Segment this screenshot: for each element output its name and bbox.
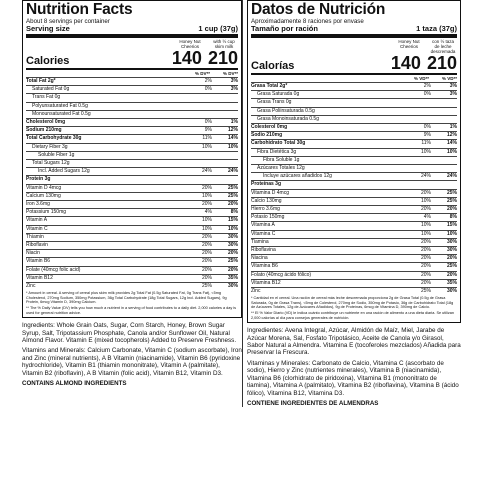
nutrient-name: Sodium 210mg bbox=[26, 127, 62, 134]
nutrient-dv-cereal bbox=[407, 99, 431, 106]
nutrition-panel-spanish bbox=[242, 0, 461, 407]
nutrient-dv-cereal: 0% bbox=[423, 124, 431, 131]
nutrient-name: Protein 3g bbox=[26, 176, 51, 183]
nutrient-name: Calcium 130mg bbox=[26, 192, 61, 199]
nutrient-name: Grasa Trans 0g bbox=[257, 99, 292, 106]
nutrient-dv-with-milk: 14% bbox=[446, 140, 457, 147]
nutrition-facts-box bbox=[247, 0, 461, 323]
allergen-statement: CONTIENE INGREDIENTES DE ALMENDRAS bbox=[247, 399, 379, 407]
nutrient-row bbox=[26, 282, 238, 290]
nutrient-dv-with-milk: 25% bbox=[227, 192, 238, 199]
nutrient-dv-with-milk bbox=[431, 99, 457, 106]
nutrient-dv-cereal: 20% bbox=[201, 184, 212, 191]
nutrient-name: Azúcares Totales 12g bbox=[257, 165, 305, 172]
nutrient-row bbox=[251, 156, 457, 164]
ingredients-section bbox=[247, 327, 461, 407]
nutrient-name: Sodio 210mg bbox=[251, 132, 283, 139]
nutrient-dv-cereal: 20% bbox=[201, 242, 212, 249]
nutrient-row bbox=[251, 287, 457, 295]
nutrient-dv-cereal: 10% bbox=[420, 222, 431, 229]
nutrient-dv-with-milk: 14% bbox=[227, 135, 238, 142]
nutrient-dv-with-milk bbox=[212, 152, 238, 159]
nutrient-dv-with-milk: 12% bbox=[446, 132, 457, 139]
nutrient-name: Niacina bbox=[251, 255, 268, 262]
nutrient-dv-cereal: 9% bbox=[423, 132, 431, 139]
panel-title: Nutrition Facts bbox=[26, 1, 133, 18]
nutrient-name: Calcio 130mg bbox=[251, 197, 282, 204]
nutrient-row bbox=[26, 167, 238, 175]
nutrient-name: Folato (40mcg ácido fólico) bbox=[251, 271, 312, 278]
nutrient-dv-with-milk: 10% bbox=[227, 225, 238, 232]
nutrient-dv-cereal: 25% bbox=[420, 288, 431, 295]
nutrient-dv-cereal: 20% bbox=[420, 238, 431, 245]
footnote: ** The % Daily Value (DV) tells you how much a nutrient in a serving of food contributes to a daily diet. 2,000 calories a day is used for general nutrition advice. bbox=[26, 306, 237, 315]
nutrient-name: Total Carbohydrate 30g bbox=[26, 135, 82, 142]
calories-row: Calorías 140 210 bbox=[251, 53, 457, 73]
vitamins-text: Vitamins and Minerals: Calcium Carbonate, Vitamin C (sodium ascorbate), Iron and Zinc (mineral nutrients), A B Vitamin (niacinamide), Vitamin B6 (pyridoxine hydrochloride), Vitamin B1 (thiamin mononitrate), Vitamin A (palmitate), Vitamin B2 (riboflavin), A B Vitamin (folic acid), Vitamin B12, Vitamin D3. bbox=[22, 347, 242, 377]
nutrient-row bbox=[26, 151, 238, 159]
daily-value-header: % DV** % DV** bbox=[194, 71, 238, 76]
nutrient-name: Grasa Poliinsaturada 0.5g bbox=[257, 107, 315, 114]
nutrient-dv-with-milk: 12% bbox=[227, 127, 238, 134]
nutrient-dv-cereal bbox=[188, 152, 212, 159]
nutrient-name: Vitamin B12 bbox=[26, 274, 53, 281]
nutrient-dv-cereal: 20% bbox=[420, 263, 431, 270]
daily-value-header: % VD** % VD** bbox=[413, 76, 457, 81]
nutrient-row bbox=[26, 225, 238, 233]
nutrient-row bbox=[251, 197, 457, 205]
nutrient-row bbox=[26, 134, 238, 142]
nutrient-dv-with-milk: 24% bbox=[227, 168, 238, 175]
nutrient-dv-with-milk: 8% bbox=[230, 209, 238, 216]
nutrient-dv-cereal: 24% bbox=[201, 168, 212, 175]
nutrient-row bbox=[251, 90, 457, 98]
calories-row: Calories 140 210 bbox=[26, 48, 238, 68]
nutrient-row bbox=[251, 82, 457, 90]
servings-per-container: About 8 servings per container bbox=[26, 18, 110, 25]
footnote: * Cantidad en el cereal. Una ración de cereal más leche descremada proporciona 2g de Grasa Total (0.5g de Grasa Saturada, 0g de Grasa Trans), <5mg de Colesterol, 270mg de Sodio, 350mg de Potasio, 36g de Carbohidrato Total (18g de Azúcares Totales, 12g de Azúcares Añadidos), 9g de Proteínas, 6mcg de Vitamina D, 390mg de Calcio. bbox=[251, 296, 454, 310]
nutrient-row bbox=[251, 148, 457, 156]
nutrient-dv-with-milk: 35% bbox=[446, 279, 457, 286]
serving-size: Tamaño por ración 1 taza (37g) bbox=[251, 24, 457, 33]
nutrient-dv-cereal: 10% bbox=[201, 143, 212, 150]
nutrient-dv-cereal: 2% bbox=[204, 78, 212, 84]
nutrient-row bbox=[251, 221, 457, 229]
nutrient-dv-with-milk: 25% bbox=[446, 189, 457, 196]
nutrient-dv-cereal: 10% bbox=[201, 192, 212, 199]
nutrient-dv-cereal bbox=[407, 108, 431, 115]
nutrient-dv-with-milk bbox=[431, 108, 457, 115]
column-headers: Honey Nut Cheerios con ½ taza de leche descremada bbox=[398, 39, 456, 54]
nutrient-row bbox=[251, 180, 457, 188]
nutrient-row bbox=[26, 274, 238, 282]
nutrient-dv-cereal: 4% bbox=[423, 214, 431, 221]
nutrient-dv-with-milk: 3% bbox=[449, 83, 457, 89]
nutrient-dv-with-milk: 15% bbox=[446, 222, 457, 229]
nutrient-row bbox=[26, 249, 238, 257]
nutrient-name: Riboflavin bbox=[26, 242, 48, 249]
nutrient-dv-cereal: 20% bbox=[420, 255, 431, 262]
nutrient-dv-with-milk bbox=[212, 103, 238, 110]
nutrient-name: Vitamina B12 bbox=[251, 279, 281, 286]
nutrient-name: Vitamina C bbox=[251, 230, 276, 237]
nutrient-dv-cereal: 2% bbox=[423, 83, 431, 89]
nutrient-dv-cereal: 20% bbox=[201, 258, 212, 265]
nutrient-dv-with-milk: 3% bbox=[230, 86, 238, 93]
nutrient-dv-cereal: 20% bbox=[420, 206, 431, 213]
nutrient-row bbox=[251, 131, 457, 139]
nutrient-name: Zinc bbox=[26, 283, 36, 290]
nutrition-facts-box bbox=[22, 0, 242, 318]
nutrient-dv-with-milk: 20% bbox=[446, 255, 457, 262]
nutrient-name: Fibra Soluble 1g bbox=[263, 156, 300, 163]
nutrient-name: Soluble Fiber 1g bbox=[38, 151, 75, 158]
nutrient-dv-cereal: 0% bbox=[204, 119, 212, 126]
nutrient-dv-cereal bbox=[188, 111, 212, 118]
nutrient-dv-cereal: 20% bbox=[420, 271, 431, 278]
footnote: * Amount in cereal. A serving of cereal plus skim milk provides 2g Total Fat (0.5g Saturated Fat, 0g Trans Fat), <5mg Cholesterol, 270mg Sodium, 350mg Potassium, 36g Total Carbohydrate (18g Total Sugars, 12g Incl. Added Sugars), 9g Protein, 6mcg Vitamin D, 390mg Calcium. bbox=[26, 291, 227, 305]
nutrient-name: Potassium 150mg bbox=[26, 209, 67, 216]
nutrient-dv-cereal: 20% bbox=[420, 247, 431, 254]
nutrient-dv-with-milk bbox=[212, 160, 238, 167]
nutrient-dv-cereal: 25% bbox=[201, 283, 212, 290]
nutrient-name: Hierro 3.6mg bbox=[251, 206, 280, 213]
nutrient-dv-with-milk: 25% bbox=[227, 184, 238, 191]
nutrient-dv-with-milk: 20% bbox=[227, 266, 238, 273]
nutrient-dv-cereal: 4% bbox=[204, 209, 212, 216]
nutrient-dv-with-milk: 30% bbox=[227, 233, 238, 240]
nutrient-name: Vitamin A bbox=[26, 217, 48, 224]
nutrient-dv-cereal bbox=[188, 103, 212, 110]
nutrient-dv-cereal bbox=[407, 165, 431, 172]
nutrient-name: Fibra Dietética 3g bbox=[257, 148, 297, 155]
nutrient-dv-cereal: 20% bbox=[201, 233, 212, 240]
nutrient-row bbox=[251, 238, 457, 246]
nutrient-dv-with-milk: 10% bbox=[446, 148, 457, 155]
nutrient-row bbox=[251, 230, 457, 238]
nutrient-row bbox=[251, 107, 457, 115]
nutrient-dv-cereal: 0% bbox=[204, 86, 212, 93]
footnote: ** El % Valor Diario (VD) le indica cuánto contribuye un nutriente en una ración de alimento a una dieta diaria. Se utilizan 2,000 calorías al día para consejos generales de nutrición. bbox=[251, 311, 454, 320]
nutrient-dv-cereal bbox=[407, 181, 431, 188]
nutrient-row bbox=[251, 254, 457, 262]
nutrient-dv-with-milk: 8% bbox=[449, 214, 457, 221]
ingredients-section bbox=[22, 322, 242, 387]
nutrient-name: Proteínas 3g bbox=[251, 181, 282, 188]
nutrition-panel-english bbox=[22, 0, 242, 387]
nutrient-dv-with-milk bbox=[431, 181, 457, 188]
nutrient-dv-cereal: 10% bbox=[420, 148, 431, 155]
nutrient-dv-cereal: 20% bbox=[201, 266, 212, 273]
nutrient-dv-cereal: 20% bbox=[420, 189, 431, 196]
nutrient-row bbox=[26, 118, 238, 126]
nutrient-dv-with-milk: 1% bbox=[230, 119, 238, 126]
divider bbox=[251, 34, 457, 38]
nutrient-dv-with-milk: 35% bbox=[227, 274, 238, 281]
divider bbox=[26, 68, 238, 70]
nutrient-name: Colesterol 0mg bbox=[251, 124, 288, 131]
servings-per-container: Aproximadamente 8 raciones por envase bbox=[251, 18, 364, 25]
nutrient-name: Incluye azúcares añadidos 12g bbox=[263, 173, 332, 180]
nutrient-row bbox=[26, 77, 238, 85]
nutrient-row bbox=[251, 98, 457, 106]
nutrient-dv-with-milk: 30% bbox=[227, 242, 238, 249]
nutrient-dv-with-milk: 25% bbox=[227, 258, 238, 265]
nutrient-name: Vitamina B6 bbox=[251, 263, 278, 270]
nutrient-dv-cereal: 11% bbox=[202, 135, 212, 142]
nutrient-dv-with-milk bbox=[212, 94, 238, 101]
nutrient-name: Grasa Saturada 0g bbox=[257, 91, 300, 98]
nutrient-dv-with-milk: 10% bbox=[446, 230, 457, 237]
nutrient-dv-cereal: 10% bbox=[201, 217, 212, 224]
panel-title: Datos de Nutrición bbox=[251, 1, 386, 18]
nutrient-name: Grasa Monoinsaturada 0.5g bbox=[257, 115, 319, 122]
nutrient-row bbox=[26, 102, 238, 110]
nutrient-dv-with-milk: 30% bbox=[446, 247, 457, 254]
nutrient-name: Trans Fat 0g bbox=[32, 94, 61, 101]
nutrient-name: Folate (40mcg folic acid) bbox=[26, 266, 81, 273]
nutrient-name: Carbohidrato Total 30g bbox=[251, 140, 306, 147]
nutrient-dv-cereal: 0% bbox=[423, 91, 431, 98]
nutrient-dv-with-milk bbox=[431, 157, 457, 164]
nutrient-dv-cereal: 10% bbox=[201, 225, 212, 232]
nutrient-row bbox=[26, 208, 238, 216]
nutrient-dv-cereal: 20% bbox=[420, 279, 431, 286]
nutrient-name: Saturated Fat 0g bbox=[32, 86, 70, 93]
nutrient-dv-cereal: 20% bbox=[201, 250, 212, 257]
nutrient-name: Vitamina D 4mcg bbox=[251, 189, 289, 196]
nutrient-dv-cereal bbox=[407, 157, 431, 164]
divider bbox=[26, 34, 238, 38]
nutrient-dv-with-milk: 3% bbox=[230, 78, 238, 84]
nutrient-dv-with-milk: 25% bbox=[446, 197, 457, 204]
nutrient-name: Polyunsaturated Fat 0.5g bbox=[32, 102, 88, 109]
nutrient-name: Grasa Total 2g* bbox=[251, 83, 288, 89]
nutrient-dv-cereal bbox=[188, 176, 212, 183]
nutrient-name: Zinc bbox=[251, 288, 261, 295]
nutrient-row bbox=[26, 257, 238, 265]
ingredients-text: Ingredients: Whole Grain Oats, Sugar, Corn Starch, Honey, Brown Sugar Syrup, Salt, Tripotassium Phosphate, Canola and/or Sunflower Oil, Natural Almond Flavor. Vitamin E (mixed tocopherols) Added to Preserve Freshness. bbox=[22, 322, 237, 345]
nutrient-dv-cereal: 11% bbox=[421, 140, 431, 147]
nutrient-dv-cereal: 10% bbox=[420, 197, 431, 204]
allergen-statement: CONTAINS ALMOND INGREDIENTS bbox=[22, 380, 127, 388]
nutrient-dv-cereal: 9% bbox=[204, 127, 212, 134]
nutrient-dv-with-milk: 20% bbox=[446, 206, 457, 213]
nutrient-row bbox=[26, 143, 238, 151]
nutrient-row bbox=[26, 110, 238, 118]
vitamins-text: Vitaminas y Minerales: Carbonato de Calcio, Vitamina C (ascorbato de sodio), Hierro y Zinc (nutrientes minerales), Vitamina B (niacinamida), Vitamina B6 (clorhidrato de piridoxina), Vitamina B1 (mononitrato de tiamina), Vitamina A (palmitato), Vitamina B2 (riboflavina), Vitamina B (ácido fólico), Vitamina B12, Vitamina D3. bbox=[247, 359, 459, 397]
nutrient-name: Cholesterol 0mg bbox=[26, 119, 66, 126]
nutrient-row bbox=[251, 189, 457, 197]
nutrient-name: Total Fat 2g* bbox=[26, 78, 56, 84]
nutrient-dv-cereal bbox=[188, 94, 212, 101]
nutrient-row bbox=[251, 139, 457, 147]
nutrient-dv-cereal: 20% bbox=[201, 201, 212, 208]
nutrient-dv-with-milk bbox=[212, 176, 238, 183]
nutrient-name: Iron 3.6mg bbox=[26, 201, 50, 208]
nutrient-dv-cereal: 24% bbox=[420, 173, 431, 180]
nutrient-row bbox=[251, 164, 457, 172]
nutrient-dv-with-milk: 25% bbox=[446, 263, 457, 270]
nutrient-row bbox=[251, 246, 457, 254]
nutrient-dv-with-milk: 1% bbox=[449, 124, 457, 131]
nutrient-row bbox=[26, 93, 238, 101]
nutrient-dv-cereal: 10% bbox=[420, 230, 431, 237]
nutrient-dv-cereal: 20% bbox=[201, 274, 212, 281]
nutrient-dv-with-milk: 20% bbox=[227, 250, 238, 257]
nutrient-row bbox=[251, 115, 457, 123]
nutrient-name: Thiamin bbox=[26, 233, 44, 240]
nutrient-row bbox=[26, 184, 238, 192]
nutrient-dv-with-milk: 30% bbox=[227, 283, 238, 290]
nutrient-name: Dietary Fiber 3g bbox=[32, 143, 68, 150]
nutrient-name: Vitamina A bbox=[251, 222, 275, 229]
nutrient-row bbox=[251, 262, 457, 270]
nutrient-name: Potasio 150mg bbox=[251, 214, 285, 221]
nutrient-dv-with-milk bbox=[431, 165, 457, 172]
nutrient-name: Vitamin D 4mcg bbox=[26, 184, 62, 191]
nutrient-dv-with-milk: 20% bbox=[446, 271, 457, 278]
nutrient-row bbox=[251, 172, 457, 180]
nutrient-row bbox=[26, 241, 238, 249]
nutrient-row bbox=[251, 205, 457, 213]
nutrient-dv-cereal bbox=[407, 116, 431, 123]
nutrient-row bbox=[26, 175, 238, 183]
nutrient-row bbox=[251, 271, 457, 279]
nutrient-name: Niacin bbox=[26, 250, 40, 257]
nutrient-dv-with-milk: 3% bbox=[449, 91, 457, 98]
nutrient-row bbox=[251, 123, 457, 131]
nutrient-dv-with-milk: 30% bbox=[446, 288, 457, 295]
nutrient-dv-with-milk: 30% bbox=[446, 238, 457, 245]
nutrient-row bbox=[26, 159, 238, 167]
ingredients-text: Ingredientes: Avena Integral, Azúcar, Almidón de Maíz, Miel, Jarabe de Azúcar Morena, Sal, Fosfato Tripotásico, Aceite de Canola y/o Girasol, Sabor Natural a Almendra. Vitamina E (tocoferoles mezclados) Añadida para Preservar la Frescura. bbox=[247, 327, 461, 357]
nutrient-row bbox=[26, 200, 238, 208]
nutrient-dv-cereal bbox=[188, 160, 212, 167]
nutrient-list bbox=[251, 82, 457, 295]
column-headers: Honey Nut Cheerios with ½ cup skim milk bbox=[179, 39, 235, 49]
divider bbox=[251, 73, 457, 75]
nutrient-row bbox=[26, 216, 238, 224]
nutrient-list bbox=[26, 77, 238, 290]
nutrient-row bbox=[251, 279, 457, 287]
nutrient-row bbox=[26, 126, 238, 134]
serving-size: Serving size 1 cup (37g) bbox=[26, 24, 238, 33]
nutrient-name: Tiamina bbox=[251, 238, 269, 245]
nutrient-dv-with-milk: 24% bbox=[446, 173, 457, 180]
nutrient-dv-with-milk: 15% bbox=[227, 217, 238, 224]
nutrient-row bbox=[26, 266, 238, 274]
nutrient-row bbox=[251, 213, 457, 221]
nutrient-dv-with-milk bbox=[212, 111, 238, 118]
nutrient-name: Total Sugars 12g bbox=[32, 160, 70, 167]
nutrient-dv-with-milk: 20% bbox=[227, 201, 238, 208]
nutrient-name: Vitamin B6 bbox=[26, 258, 51, 265]
nutrient-name: Vitamin C bbox=[26, 225, 48, 232]
nutrient-name: Riboflavina bbox=[251, 247, 276, 254]
nutrient-dv-with-milk bbox=[431, 116, 457, 123]
nutrient-row bbox=[26, 233, 238, 241]
nutrient-dv-with-milk: 10% bbox=[227, 143, 238, 150]
nutrient-name: Incl. Added Sugars 12g bbox=[38, 168, 90, 175]
nutrient-name: Monounsaturated Fat 0.5g bbox=[32, 110, 91, 117]
nutrient-row bbox=[26, 192, 238, 200]
nutrient-row bbox=[26, 85, 238, 93]
